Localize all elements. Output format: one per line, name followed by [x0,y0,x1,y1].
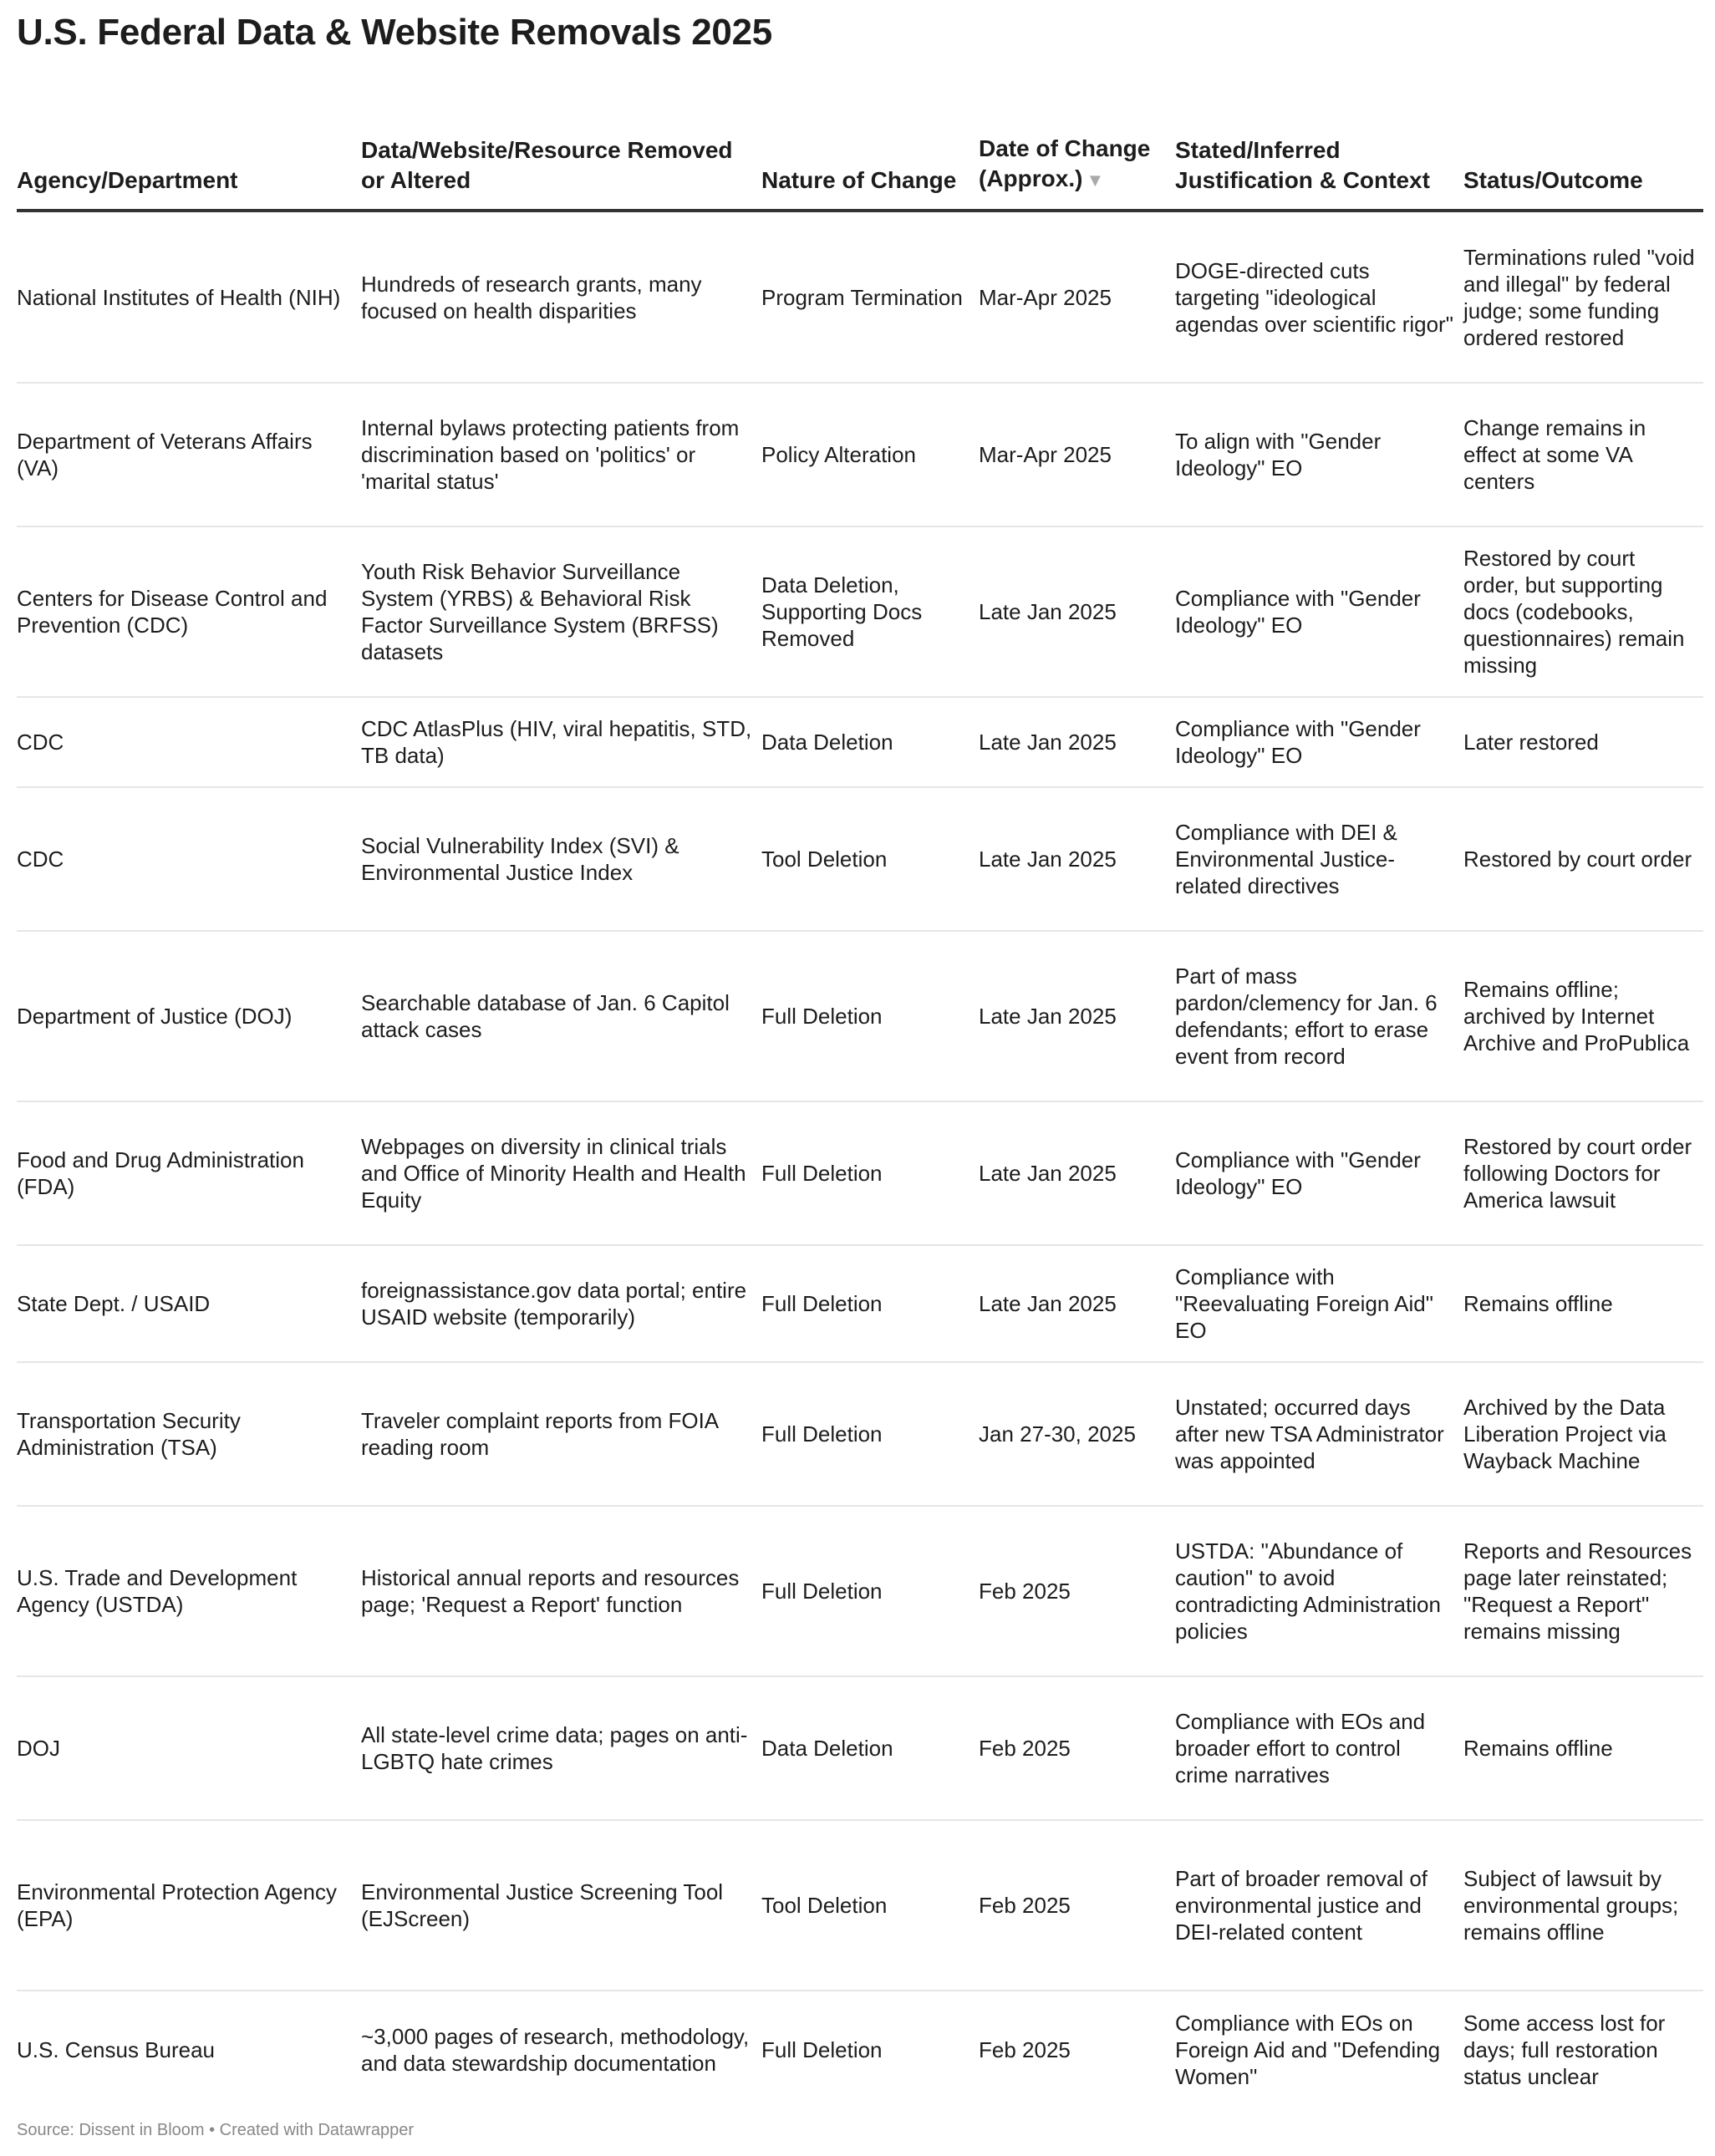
table-cell: ~3,000 pages of research, methodology, and data stewardship documentation [361,2023,750,2076]
table-cell: Data Deletion [761,697,979,787]
table-cell: Late Jan 2025 [979,526,1175,697]
table-cell: Compliance with EOs on Foreign Aid and "Defending Women" [1175,2010,1441,2089]
table-cell: Jan 27-30, 2025 [979,1362,1175,1506]
table-cell: Policy Alteration [761,383,979,526]
source-note: Source: Dissent in Bloom • Created with Datawrapper [17,2121,414,2139]
table-row [17,787,1703,931]
table-header-row [17,99,1703,211]
table-cell: Late Jan 2025 [979,697,1175,787]
table-row [17,383,1703,526]
column-header[interactable] [1463,99,1703,211]
table-cell: Restored by court order [1463,787,1703,931]
table-cell: Social Vulnerability Index (SVI) & Environmental Justice Index [361,787,761,931]
table-cell: U.S. Census Bureau [17,2037,216,2062]
column-header[interactable] [1175,99,1463,211]
table-cell: Department of Veterans Affairs (VA) [17,383,361,526]
column-header[interactable] [979,99,1175,211]
table-cell: Feb 2025 [979,1820,1175,1991]
column-header-label: Stated/Inferred Justification & Context [1175,137,1430,193]
table-cell: Terminations ruled "void and illegal" by federal judge; some funding ordered restored [1463,211,1703,383]
table-cell: Traveler complaint reports from FOIA reading room [361,1362,761,1506]
table-cell: Full Deletion [761,2037,883,2062]
table-cell: DOJ [17,1676,361,1820]
table-cell: All state-level crime data; pages on anti-LGBTQ hate crimes [361,1676,761,1820]
table-cell: Remains offline [1463,1676,1703,1820]
table-cell: Unstated; occurred days after new TSA Administrator was appointed [1175,1362,1463,1506]
table-row [17,1245,1703,1362]
table-cell: Transportation Security Administration (TSA) [17,1362,361,1506]
table-cell: Data Deletion [761,1676,979,1820]
table-cell: Tool Deletion [761,1820,979,1991]
table-cell: Full Deletion [761,1506,979,1676]
table-cell: Late Jan 2025 [979,787,1175,931]
column-header-label: Agency/Department [17,167,238,193]
column-header[interactable] [361,99,761,211]
table-cell: Later restored [1463,697,1703,787]
table-cell: CDC [17,697,361,787]
table-cell: Data Deletion, Supporting Docs Removed [761,526,979,697]
table-row [17,1101,1703,1245]
column-header[interactable] [761,99,979,211]
triangle-down-icon[interactable]: ▼ [1086,170,1105,191]
table-cell: CDC [17,787,361,931]
table-cell: CDC AtlasPlus (HIV, viral hepatitis, STD, TB data) [361,697,761,787]
table-cell: Feb 2025 [979,1506,1175,1676]
table-cell: Part of mass pardon/clemency for Jan. 6 defendants; effort to erase event from record [1175,931,1463,1101]
table-cell: Webpages on diversity in clinical trials and Office of Minority Health and Health Equity [361,1101,761,1245]
column-header-label: Nature of Change [761,167,957,193]
table-cell: Full Deletion [761,1245,979,1362]
table-cell: Subject of lawsuit by environmental groups; remains offline [1463,1820,1703,1991]
table-cell: Tool Deletion [761,787,979,931]
table-cell: U.S. Trade and Development Agency (USTDA) [17,1506,361,1676]
column-header[interactable] [17,99,361,211]
table-cell: Historical annual reports and resources page; 'Request a Report' function [361,1506,761,1676]
table-cell: Archived by the Data Liberation Project via Wayback Machine [1463,1362,1703,1506]
table-row [17,1506,1703,1676]
table-cell: Internal bylaws protecting patients from discrimination based on 'politics' or 'marital status' [361,383,761,526]
table-cell: National Institutes of Health (NIH) [17,211,361,383]
table-cell: Mar-Apr 2025 [979,211,1175,383]
table-row [17,526,1703,697]
table-row [17,697,1703,787]
table-cell: Compliance with DEI & Environmental Justice-related directives [1175,787,1463,931]
table-cell: Full Deletion [761,931,979,1101]
table-cell: Full Deletion [761,1101,979,1245]
table-cell: To align with "Gender Ideology" EO [1175,383,1463,526]
table-cell: Environmental Justice Screening Tool (EJScreen) [361,1820,761,1991]
table-cell: Late Jan 2025 [979,1101,1175,1245]
column-header-label: Data/Website/Resource Removed or Altered [361,137,733,193]
table-cell: Some access lost for days; full restoration status unclear [1463,2010,1666,2089]
table-row [17,1676,1703,1820]
column-header-label: Status/Outcome [1463,167,1643,193]
table-row [17,1991,1703,2108]
table-cell: Hundreds of research grants, many focused on health disparities [361,211,761,383]
table-body [17,211,1703,2108]
table-cell: Feb 2025 [979,2037,1071,2062]
table-cell: Compliance with "Gender Ideology" EO [1175,697,1463,787]
table-cell: State Dept. / USAID [17,1245,361,1362]
table-cell: Program Termination [761,211,979,383]
table-cell: Restored by court order following Doctors for America lawsuit [1463,1101,1703,1245]
column-header-label: Date of Change (Approx.) [979,135,1151,191]
table-cell: Restored by court order, but supporting docs (codebooks, questionnaires) remain missing [1463,526,1703,697]
table-cell: Youth Risk Behavior Surveillance System (YRBS) & Behavioral Risk Factor Surveillance System (BRFSS) datasets [361,526,761,697]
data-table [17,99,1703,2108]
table-row [17,1820,1703,1991]
table-cell: Compliance with "Gender Ideology" EO [1175,526,1463,697]
table-cell: Late Jan 2025 [979,1245,1175,1362]
table-cell: Mar-Apr 2025 [979,383,1175,526]
table-cell: Remains offline; archived by Internet Archive and ProPublica [1463,931,1703,1101]
table-cell: USTDA: "Abundance of caution" to avoid contradicting Administration policies [1175,1506,1463,1676]
table-cell: Full Deletion [761,1362,979,1506]
table-cell: DOGE-directed cuts targeting "ideological agendas over scientific rigor" [1175,211,1463,383]
table-cell: Feb 2025 [979,1676,1175,1820]
table-cell: Compliance with "Reevaluating Foreign Aid" EO [1175,1245,1463,1362]
table-row [17,211,1703,383]
table-cell: Change remains in effect at some VA centers [1463,383,1703,526]
table-row [17,931,1703,1101]
table-cell: Reports and Resources page later reinstated; "Request a Report" remains missing [1463,1506,1703,1676]
table-cell: foreignassistance.gov data portal; entire USAID website (temporarily) [361,1245,761,1362]
table-cell: Part of broader removal of environmental justice and DEI-related content [1175,1820,1463,1991]
table-cell: Late Jan 2025 [979,931,1175,1101]
table-cell: Compliance with EOs and broader effort to control crime narratives [1175,1676,1463,1820]
table-cell: Department of Justice (DOJ) [17,931,361,1101]
table-cell: Centers for Disease Control and Prevention (CDC) [17,526,361,697]
table-cell: Food and Drug Administration (FDA) [17,1101,361,1245]
table-cell: Environmental Protection Agency (EPA) [17,1820,361,1991]
table-cell: Remains offline [1463,1245,1703,1362]
chart-title: U.S. Federal Data & Website Removals 2025 [17,12,772,53]
table-row [17,1362,1703,1506]
table-cell: Compliance with "Gender Ideology" EO [1175,1101,1463,1245]
table-cell: Searchable database of Jan. 6 Capitol attack cases [361,931,761,1101]
